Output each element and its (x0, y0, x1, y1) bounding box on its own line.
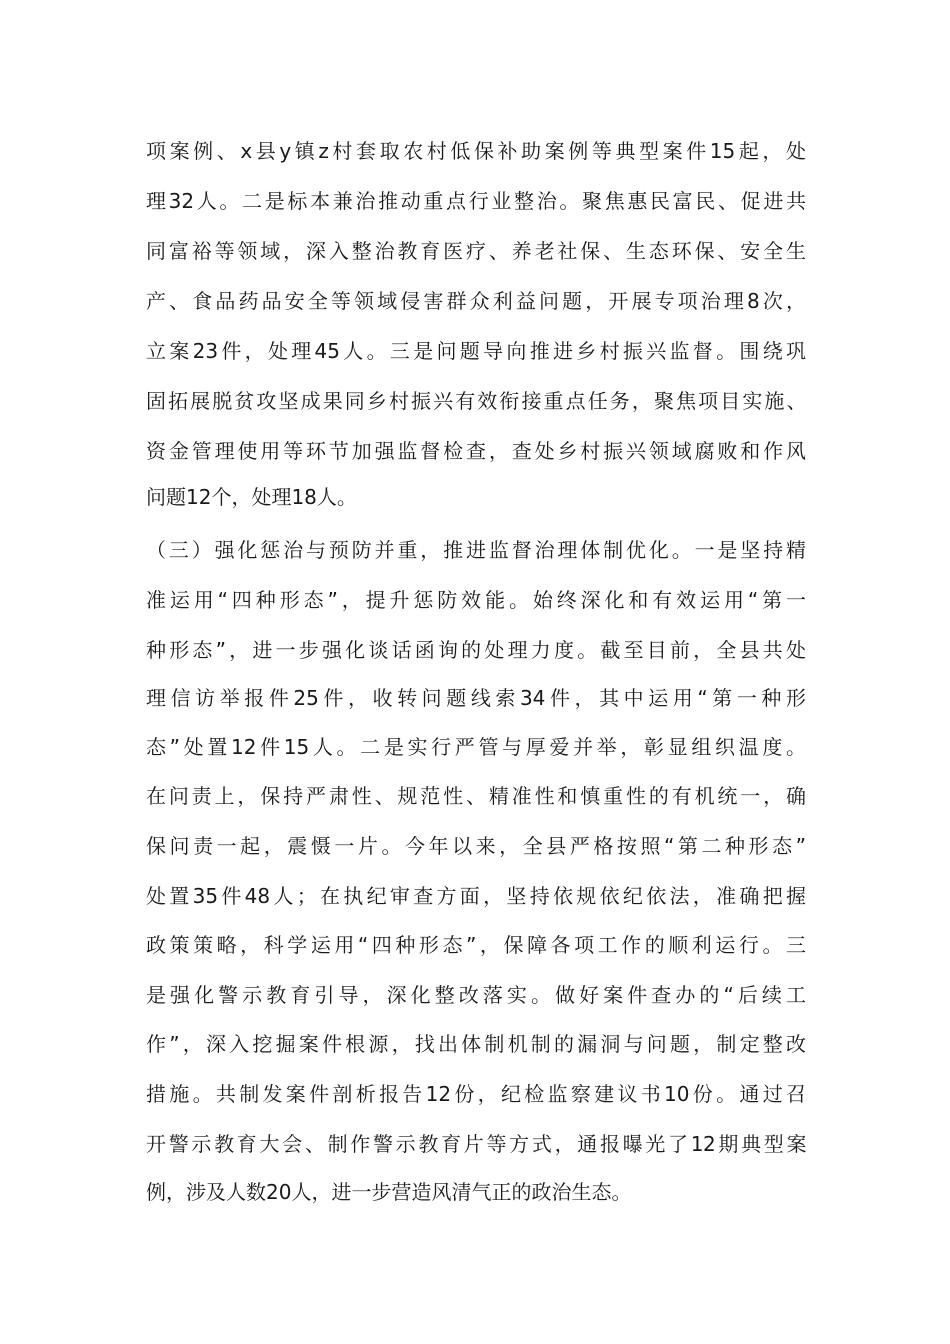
text-line: 种形态”，进一步强化谈话函询的处理力度。截至目前，全县共处 (146, 638, 806, 662)
text-line: 资金管理使用等环节加强监督检查，查处乡村振兴领域腐败和作风 (146, 439, 806, 463)
text-line: 例，涉及人数20人，进一步营造风清气正的政治生态。 (146, 1180, 632, 1204)
text-line: 立案23件，处理45人。三是问题导向推进乡村振兴监督。围绕巩 (146, 339, 806, 363)
text-line: 态”处置12件15人。二是实行严管与厚爱并举，彰显组织温度。 (146, 735, 806, 759)
text-line: 政策策略，科学运用“四种形态”，保障各项工作的顺利运行。三 (146, 933, 806, 957)
text-line: 是强化警示教育引导，深化整改落实。做好案件查办的“后续工 (146, 983, 806, 1007)
text-line: 措施。共制发案件剖析报告12份，纪检监察建议书10份。通过召 (146, 1082, 806, 1106)
text-line: 保问责一起，震慑一片。今年以来，全县严格按照“第二种形态” (146, 834, 806, 858)
text-line: 理32人。二是标本兼治推动重点行业整治。聚焦惠民富民、促进共 (146, 189, 806, 213)
text-line: 同富裕等领域，深入整治教育医疗、养老社保、生态环保、安全生 (146, 239, 806, 263)
text-line: 问题12个，处理18人。 (146, 485, 357, 509)
text-line: 项案例、x县y镇z村套取农村低保补助案例等典型案件15起，处 (146, 139, 806, 163)
text-line: 作”，深入挖掘案件根源，找出体制机制的漏洞与问题，制定整改 (146, 1032, 806, 1056)
text-line: 理信访举报件25件，收转问题线索34件，其中运用“第一种形 (146, 686, 806, 710)
text-line: 在问责上，保持严肃性、规范性、精准性和慎重性的有机统一，确 (146, 784, 806, 808)
text-line: 产、食品药品安全等领域侵害群众利益问题，开展专项治理8次， (146, 289, 806, 313)
text-line: 准运用“四种形态”，提升惩防效能。始终深化和有效运用“第一 (146, 588, 806, 612)
text-line: 处置35件48人；在执纪审查方面，坚持依规依纪依法，准确把握 (146, 884, 806, 908)
section-heading-line: （三）强化惩治与预防并重，推进监督治理体制优化。一是坚持精 (146, 538, 806, 562)
text-line: 固拓展脱贫攻坚成果同乡村振兴有效衔接重点任务，聚焦项目实施、 (146, 389, 806, 413)
text-line: 开警示教育大会、制作警示教育片等方式，通报曝光了12期典型案 (146, 1132, 806, 1156)
